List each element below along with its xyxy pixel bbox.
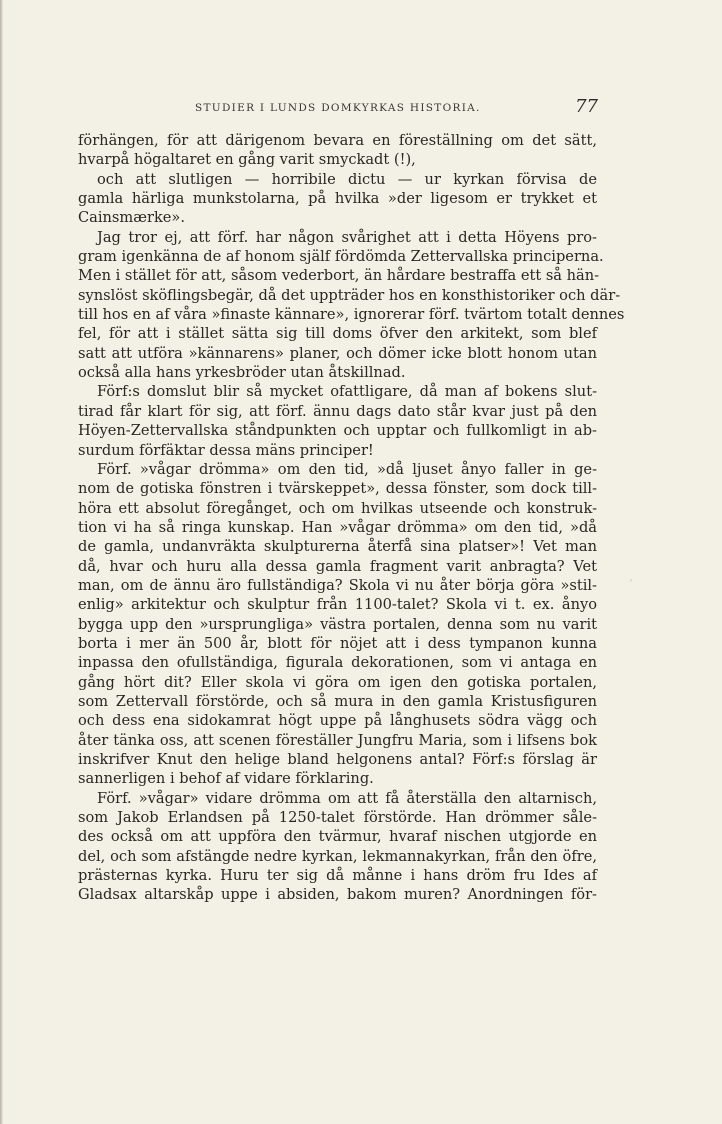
text-line: del, och som afstängde nedre kyrkan, lekmannakyrkan, från den öfre, (78, 847, 597, 865)
text-line: sannerligen i behof af vidare förklaring. (78, 770, 374, 788)
page-number: 77 (575, 96, 598, 117)
text-line: åter tänka oss, att scenen föreställer Jungfru Maria, som i lifsens bok (78, 731, 597, 749)
text-line: och att slutligen — horribile dictu — ur kyrkan förvisa de (97, 170, 597, 188)
text-line: Gladsax altarskåp uppe i absiden, bakom muren? Anordningen för- (78, 886, 597, 904)
body-text (78, 131, 625, 905)
page-edge (0, 0, 3, 1124)
text-line: som Zettervall förstörde, och så mura in den gamla Kristusfiguren (78, 692, 597, 710)
text-line: tirad får klart för sig, att förf. ännu dags dato står kvar just på den (78, 402, 597, 420)
text-line: Förf. »vågar» vidare drömma om att få återställa den altarnisch, (97, 789, 597, 807)
text-line: nom de gotiska fönstren i tvärskeppet», dessa fönster, som dock till- (78, 480, 597, 498)
text-line: Cainsmærke». (78, 209, 186, 227)
text-line: gamla härliga munkstolarna, på hvilka »der ligesom er trykket et (78, 190, 597, 208)
text-line: som Jakob Erlandsen på 1250-talet förstörde. Han drömmer såle- (78, 809, 597, 827)
text-line: fel, för att i stället sätta sig till doms öfver den arkitekt, som blef (78, 325, 597, 343)
text-line: också alla hans yrkesbröder utan åtskillnad. (78, 364, 406, 382)
text-line: Men i stället för att, såsom vederbort, än hårdare bestraffa ett så hän- (78, 267, 600, 285)
text-line: borta i mer än 500 år, blott för nöjet att i dess tympanon kunna (78, 634, 597, 652)
text-line: gram igenkänna de af honom själf fördömda Zettervallska principerna. (78, 248, 604, 266)
text-line: till hos en af våra »finaste kännare», ignorerar förf. tvärtom totalt dennes (78, 306, 625, 324)
text-line: Jag tror ej, att förf. har någon svårighet att i detta Höyens pro- (97, 228, 597, 246)
text-line: gång hört dit? Eller skola vi göra om igen den gotiska portalen, (78, 673, 597, 691)
text-line: då, hvar och huru alla dessa gamla fragment varit anbragta? Vet (78, 557, 597, 575)
text-line: inskrifver Knut den helige bland helgonens antal? Förf:s förslag är (78, 751, 597, 768)
text-line: Förf. »vågar drömma» om den tid, »då ljuset ånyo faller in ge- (97, 460, 597, 478)
text-line: man, om de ännu äro fullständiga? Skola vi nu åter börja göra »stil- (78, 576, 597, 594)
text-line: bygga upp den »ursprungliga» västra portalen, denna som nu varit (78, 615, 597, 633)
stray-mark: ◦ (629, 577, 634, 585)
text-line: prästernas kyrka. Huru ter sig då månne i hans dröm fru Ides af (78, 867, 597, 885)
text-line: och dess ena sidokamrat högt uppe på långhusets södra vägg och (78, 712, 597, 730)
text-line: Höyen-Zettervallska ståndpunkten och upptar och fullkomligt in ab- (78, 422, 597, 440)
text-line: förhängen, för att därigenom bevara en föreställning om det sätt, (78, 132, 597, 149)
text-line: höra ett absolut föregånget, och om hvilkas utseende och konstruk- (78, 499, 597, 517)
text-line: inpassa den ofullständiga, figurala dekorationen, som vi antaga en (78, 654, 597, 672)
text-line: Förf:s domslut blir så mycket ofattligare, då man af bokens slut- (97, 383, 597, 401)
text-line: enlig» arkitektur och skulptur från 1100-talet? Skola vi t. ex. ånyo (78, 596, 597, 614)
text-line: satt att utföra »kännarens» planer, och dömer icke blott honom utan (78, 344, 597, 362)
text-line: surdum förfäktar dessa mäns principer! (78, 441, 374, 459)
running-title: STUDIER I LUNDS DOMKYRKAS HISTORIA. (195, 102, 481, 114)
text-line: des också om att uppföra den tvärmur, hvaraf nischen utgjorde en (78, 828, 597, 846)
text-line: tion vi ha så ringa kunskap. Han »vågar drömma» om den tid, »då (78, 518, 597, 536)
text-line: hvarpå högaltaret en gång varit smyckadt (!), (78, 151, 416, 169)
text-line: de gamla, undanvräkta skulpturerna återfå sina platser»! Vet man (78, 538, 597, 556)
page-header (78, 98, 598, 124)
text-line: synslöst sköflingsbegär, då det uppträder hos en konsthistoriker och där- (78, 286, 621, 304)
